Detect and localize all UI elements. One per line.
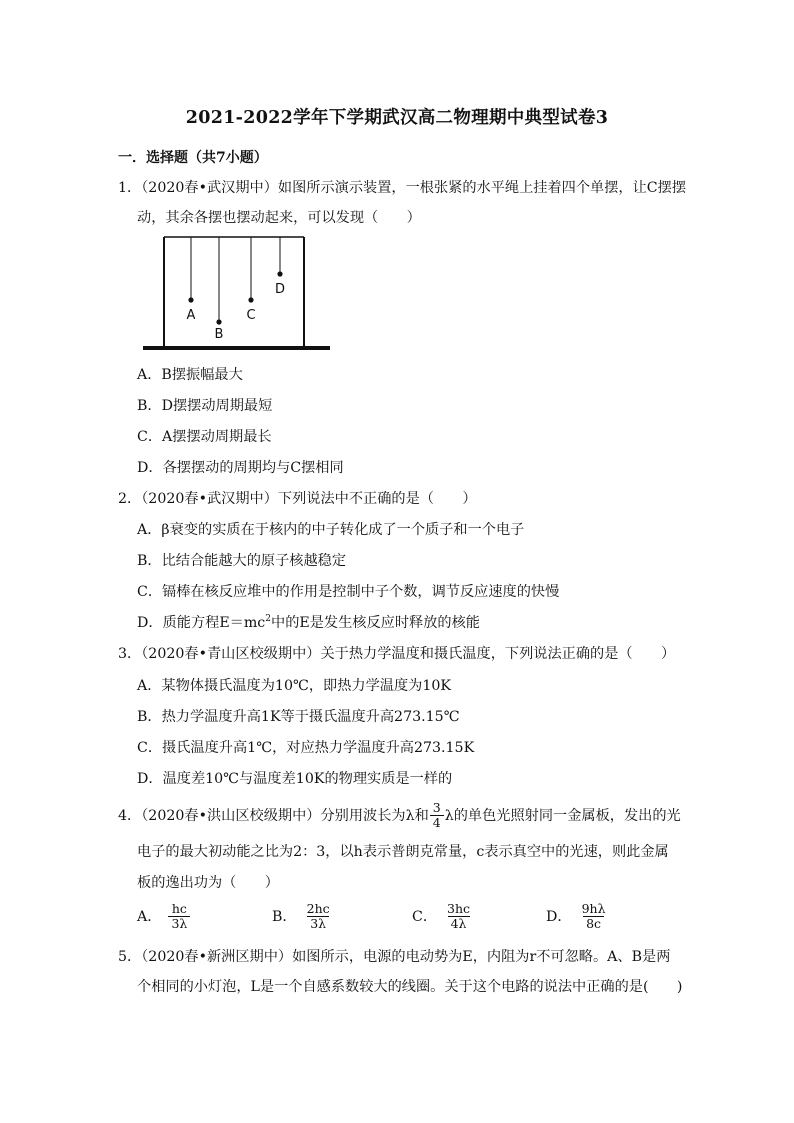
q4-option-c-numerator: 3hc — [447, 901, 471, 917]
q1-option-d: D．各摆摆动的周期均与C摆相同 — [137, 460, 344, 476]
pendulum-c-bob — [248, 297, 253, 302]
page-title: 2021-2022学年下学期武汉高二物理期中典型试卷3 — [185, 108, 609, 128]
q4-option-a-fraction — [168, 902, 190, 929]
section-heading: 一．选择题（共7小题） — [118, 150, 268, 166]
pendulum-figure — [140, 232, 335, 354]
q4-option-b-label: B． — [272, 909, 297, 925]
q2-option-b: B．比结合能越大的原子核越稳定 — [137, 553, 347, 569]
q4-text-prefix: 4．（2020春•洪山区校级期中）分别用波长为λ和 — [118, 808, 429, 824]
q4-option-b-denominator: 3λ — [307, 916, 329, 930]
q4-option-a-numerator: hc — [171, 901, 187, 917]
q4-option-a-denominator: 3λ — [168, 916, 190, 930]
q4-fraction-numerator: 3 — [432, 800, 441, 816]
q4-option-d — [546, 898, 610, 934]
q4-option-b-fraction — [304, 902, 333, 929]
q4-option-c — [412, 898, 474, 934]
q1-option-c: C．A摆摆动周期最长 — [137, 429, 272, 445]
q4-options-row — [137, 898, 677, 934]
question-4-text-cont2: 板的逸出功为（ ） — [137, 875, 279, 891]
label-a: A — [186, 308, 196, 323]
q4-fraction — [430, 801, 444, 828]
q4-option-d-numerator: 9hλ — [581, 901, 606, 917]
question-1-text-cont: 动，其余各摆也摆动起来，可以发现（ ） — [137, 210, 421, 226]
q1-option-b: B．D摆摆动周期最短 — [137, 398, 273, 414]
q2-option-a: A．β衰变的实质在于核内的中子转化成了一个质子和一个电子 — [137, 522, 525, 538]
q2-option-d — [137, 612, 480, 632]
q2-option-d-prefix: D．质能方程E＝mc — [137, 615, 266, 631]
q4-text-suffix: λ的单色光照射同一金属板，发出的光 — [444, 808, 681, 824]
q1-option-a: A．B摆振幅最大 — [137, 367, 243, 383]
q2-option-d-superscript: 2 — [265, 614, 271, 624]
q4-option-a — [137, 898, 191, 934]
q4-option-b — [272, 898, 334, 934]
label-b: B — [214, 327, 224, 342]
question-5-text-cont: 个相同的小灯泡，L是一个自感系数较大的线圈。关于这个电路的说法中正确的是( ) — [137, 979, 683, 995]
q3-option-b: B．热力学温度升高1K等于摄氏温度升高273.15℃ — [137, 709, 460, 725]
q3-option-d: D．温度差10℃与温度差10K的物理实质是一样的 — [137, 771, 453, 787]
q4-fraction-denominator: 4 — [430, 815, 444, 829]
q3-option-a: A．某物体摄氏温度为10℃，即热力学温度为10K — [137, 678, 452, 694]
q4-option-c-denominator: 4λ — [448, 916, 470, 930]
question-1-text: 1．（2020春•武汉期中）如图所示演示装置，一根张紧的水平绳上挂着四个单摆，让C摆摆 — [118, 180, 687, 196]
question-2-text: 2．（2020春•武汉期中）下列说法中不正确的是（ ） — [118, 491, 477, 507]
q4-option-a-label: A． — [137, 909, 162, 925]
pendulum-b-bob — [216, 319, 221, 324]
pendulum-a-bob — [188, 297, 193, 302]
question-4-text-cont: 电子的最大初动能之比为2：3，以h表示普朗克常量，c表示真空中的光速，则此金属 — [137, 844, 669, 860]
pendulum-d-bob — [277, 271, 282, 276]
label-d: D — [274, 282, 286, 297]
question-4-text — [118, 797, 681, 833]
q4-option-b-numerator: 2hc — [306, 901, 330, 917]
q4-option-c-fraction — [444, 902, 473, 929]
label-c: C — [246, 308, 256, 323]
q2-option-c: C．镉棒在核反应堆中的作用是控制中子个数，调节反应速度的快慢 — [137, 584, 560, 600]
q4-option-c-label: C． — [412, 909, 438, 925]
q2-option-d-suffix: 中的E是发生核反应时释放的核能 — [271, 615, 480, 631]
q4-option-d-fraction — [579, 902, 609, 929]
q4-option-d-label: D． — [546, 909, 572, 925]
q4-option-d-denominator: 8c — [583, 916, 604, 930]
question-5-text: 5．（2020春•新洲区期中）如图所示，电源的电动势为E，内阻为r不可忽略。A、B是两 — [118, 949, 671, 965]
question-3-text: 3．（2020春•青山区校级期中）关于热力学温度和摄氏温度，下列说法正确的是（ ） — [118, 646, 676, 662]
q3-option-c: C．摄氏温度升高1℃，对应热力学温度升高273.15K — [137, 740, 475, 756]
